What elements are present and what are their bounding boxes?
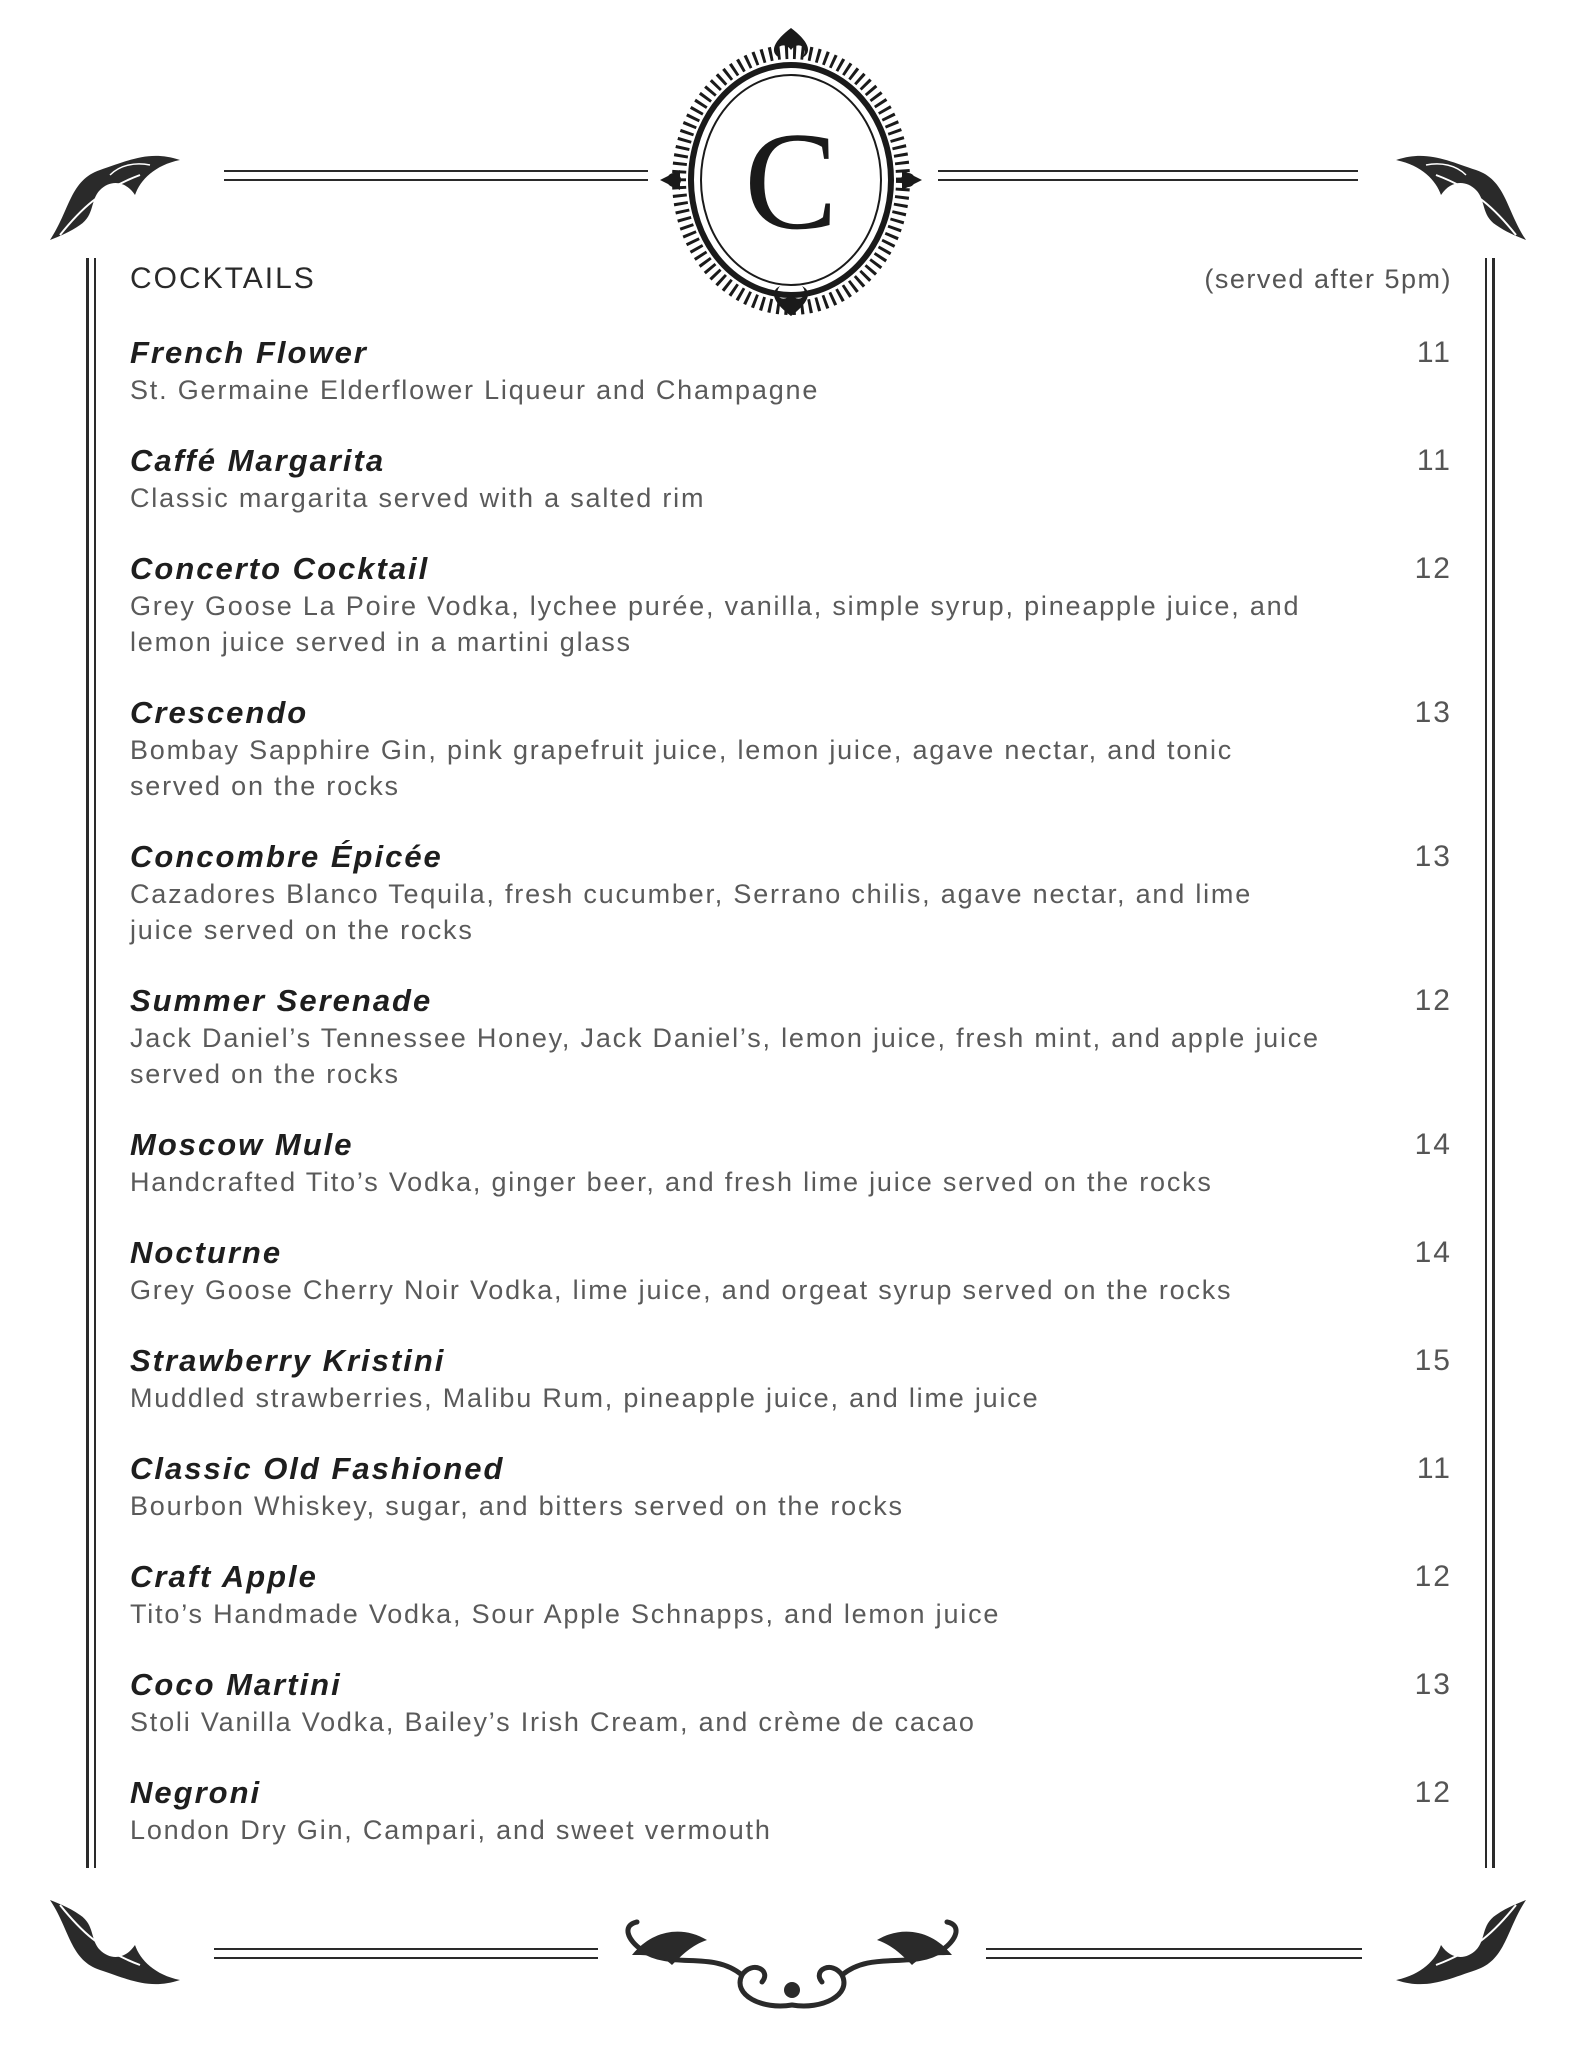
item-description: Bourbon Whiskey, sugar, and bitters served on the rocks [130,1491,904,1521]
top-left-rule-lower [224,179,648,181]
menu-item [130,1342,1452,1450]
corner-flourish-bottom-right [1386,1880,1536,2000]
frame-right-line [1492,258,1495,1868]
item-description: Grey Goose Cherry Noir Vodka, lime juice, and orgeat syrup served on the rocks [130,1275,1233,1305]
top-right-rule [938,170,1358,172]
item-name: Concombre Épicée [130,839,443,874]
item-price: 11 [1416,444,1452,477]
item-description: Grey Goose La Poire Vodka, lychee purée, vanilla, simple syrup, pineapple juice, and lemon juice served in a martini glass [130,591,1301,657]
menu-item [130,1234,1452,1342]
menu-item [130,982,1452,1126]
top-right-rule-lower [938,179,1358,181]
item-description: St. Germaine Elderflower Liqueur and Champagne [130,375,820,405]
item-description: Handcrafted Tito’s Vodka, ginger beer, and fresh lime juice served on the rocks [130,1167,1213,1197]
item-price: 11 [1416,1452,1452,1485]
item-price: 15 [1414,1344,1452,1377]
menu-item [130,1450,1452,1558]
item-price: 12 [1414,1776,1452,1809]
item-name: Coco Martini [130,1667,342,1702]
menu-item [130,694,1452,838]
item-description: Tito’s Handmade Vodka, Sour Apple Schnapps, and lemon juice [130,1599,1001,1629]
item-price: 12 [1414,984,1452,1017]
item-name: Caffé Margarita [130,443,386,478]
item-name: Summer Serenade [130,983,433,1018]
item-price: 12 [1414,552,1452,585]
item-description: Classic margarita served with a salted rim [130,483,706,513]
item-name: Crescendo [130,695,309,730]
item-description: London Dry Gin, Campari, and sweet vermouth [130,1815,772,1845]
bottom-right-rule [986,1948,1362,1950]
bottom-right-rule-lower [986,1957,1362,1959]
item-price: 12 [1414,1560,1452,1593]
item-name: Strawberry Kristini [130,1343,446,1378]
served-note: (served after 5pm) [1204,264,1452,294]
cocktail-menu [130,334,1452,1854]
menu-item [130,1666,1452,1774]
item-description: Muddled strawberries, Malibu Rum, pineapple juice, and lime juice [130,1383,1040,1413]
menu-item [130,1126,1452,1234]
item-name: Moscow Mule [130,1127,354,1162]
bottom-left-rule [214,1948,598,1950]
frame-left-line-inner [94,258,96,1868]
menu-item [130,550,1452,694]
corner-flourish-top-left [40,140,190,250]
menu-item [130,442,1452,550]
item-price: 13 [1414,1668,1452,1701]
item-name: Classic Old Fashioned [130,1451,505,1486]
item-description: Stoli Vanilla Vodka, Bailey’s Irish Cream, and crème de cacao [130,1707,976,1737]
item-price: 13 [1414,696,1452,729]
menu-item [130,838,1452,982]
menu-item [130,1558,1452,1666]
top-left-rule [224,170,648,172]
bottom-scroll-ornament [612,1910,972,2020]
item-price: 11 [1416,336,1452,369]
item-name: Craft Apple [130,1559,318,1594]
item-price: 13 [1414,840,1452,873]
item-price: 14 [1414,1236,1452,1269]
item-name: Negroni [130,1775,262,1810]
item-description: Cazadores Blanco Tequila, fresh cucumber, Serrano chilis, agave nectar, and lime juice served on the rocks [130,879,1253,945]
item-name: Concerto Cocktail [130,551,430,586]
frame-left-line [86,258,89,1868]
monogram-crest [660,20,922,326]
corner-flourish-bottom-left [40,1880,190,2000]
item-price: 14 [1414,1128,1452,1161]
monogram-letter: C [744,104,838,259]
bottom-left-rule-lower [214,1957,598,1959]
item-description: Bombay Sapphire Gin, pink grapefruit juice, lemon juice, agave nectar, and tonic served on the rocks [130,735,1234,801]
menu-item [130,1774,1452,1854]
menu-item [130,334,1452,442]
item-description: Jack Daniel’s Tennessee Honey, Jack Daniel’s, lemon juice, fresh mint, and apple juice served on the rocks [130,1023,1320,1089]
section-title: COCKTAILS [130,262,316,295]
frame-right-line-inner [1485,258,1487,1868]
corner-flourish-top-right [1386,140,1536,250]
item-name: Nocturne [130,1235,283,1270]
item-name: French Flower [130,335,368,370]
